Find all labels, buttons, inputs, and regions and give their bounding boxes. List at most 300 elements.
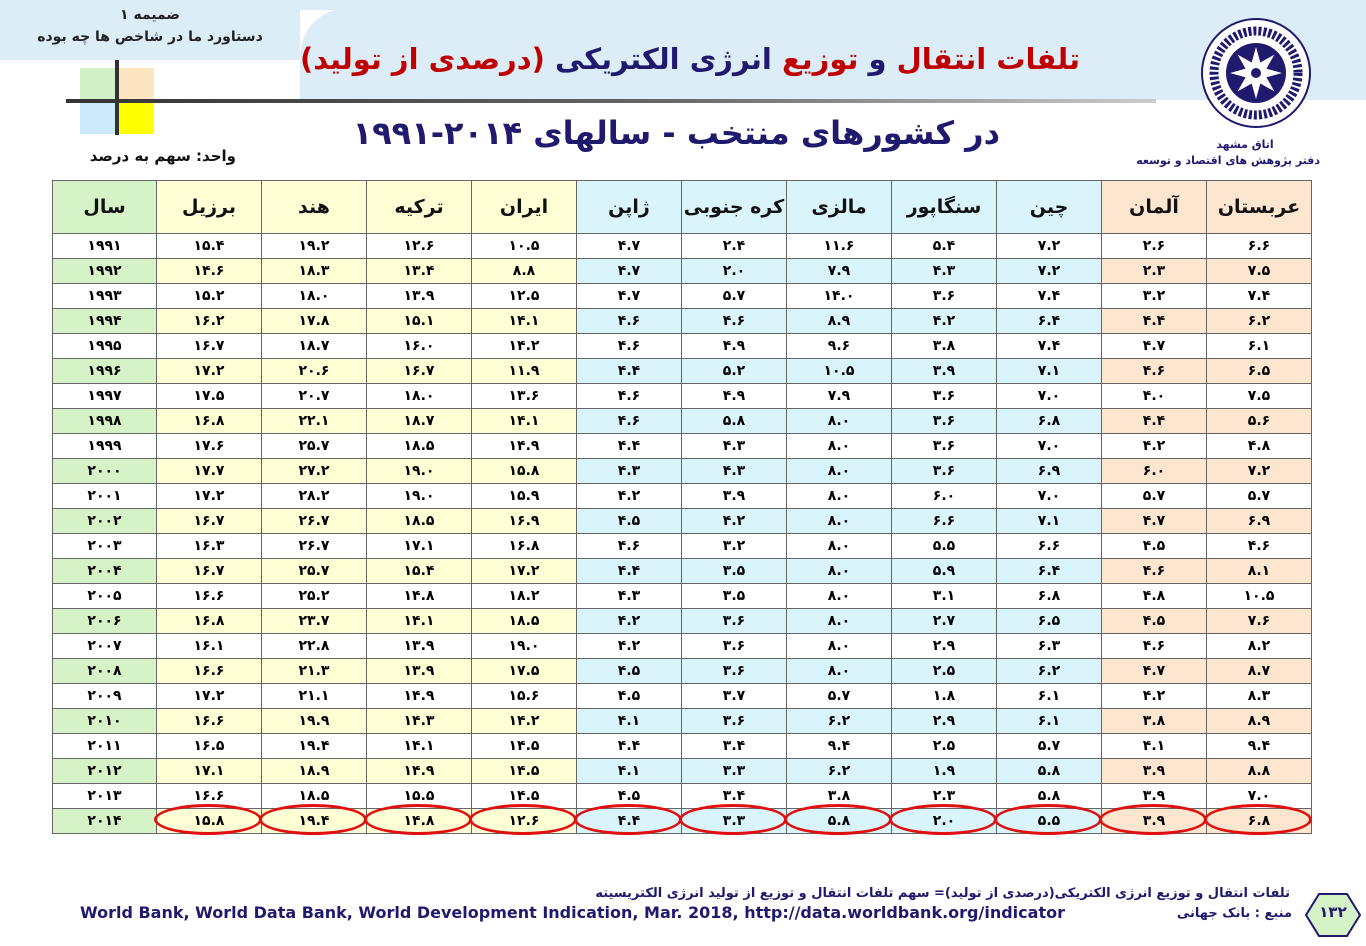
cell-value: ۱۴.۹: [403, 688, 435, 704]
value-cell: [157, 434, 262, 459]
cell-value: ۴.۶: [617, 313, 641, 329]
cell-value: ۱۶.۷: [403, 363, 435, 379]
cell-value: ۲.۹: [932, 638, 956, 654]
value-cell: [367, 809, 472, 834]
cell-value: ۵.۷: [1142, 488, 1166, 504]
value-cell: [472, 684, 577, 709]
cell-value: ۸.۹: [1247, 713, 1271, 729]
value-cell: [682, 434, 787, 459]
value-cell: [157, 284, 262, 309]
value-cell: [682, 509, 787, 534]
cell-value: ۵.۵: [932, 538, 956, 554]
cell-value: ۳.۳: [722, 763, 746, 779]
value-cell: [1207, 584, 1312, 609]
value-cell: [1207, 659, 1312, 684]
value-cell: [787, 384, 892, 409]
value-cell: [787, 659, 892, 684]
cell-value: ۶.۸: [1037, 588, 1061, 604]
cell-value: ۱۵.۸: [508, 463, 540, 479]
year-cell: [52, 309, 157, 334]
cell-value: ۴.۲: [617, 613, 641, 629]
value-cell: [367, 759, 472, 784]
cell-value: ۲۰۱۳: [87, 788, 122, 804]
cell-value: ۵.۶: [1247, 413, 1271, 429]
column-header: برزیل: [157, 180, 262, 234]
cell-value: ۳.۶: [932, 463, 956, 479]
table-row: [52, 284, 1316, 309]
cell-value: ۱۶.۶: [193, 788, 225, 804]
value-cell: [682, 734, 787, 759]
value-cell: [892, 709, 997, 734]
cell-value: ۴.۷: [1142, 338, 1166, 354]
highlight-ring: [1099, 804, 1207, 835]
cell-value: ۸.۰: [827, 488, 851, 504]
cell-value: ۳.۶: [722, 613, 746, 629]
cell-value: ۱۱.۹: [508, 363, 540, 379]
cell-value: ۸.۰: [827, 638, 851, 654]
cell-value: ۱۴.۶: [193, 263, 225, 279]
value-cell: [1207, 359, 1312, 384]
table-row: [52, 659, 1316, 684]
cell-value: ۲۰۱۱: [87, 738, 122, 754]
cell-value: ۴.۴: [617, 563, 641, 579]
value-cell: [472, 484, 577, 509]
table-row: [52, 409, 1316, 434]
value-cell: [892, 309, 997, 334]
cell-value: ۶.۵: [1037, 613, 1061, 629]
value-cell: [1207, 609, 1312, 634]
cell-value: ۲۰.۶: [298, 363, 330, 379]
value-cell: [892, 609, 997, 634]
cell-value: ۳.۸: [932, 338, 956, 354]
value-cell: [1102, 309, 1207, 334]
cell-value: ۳.۹: [1142, 813, 1166, 829]
value-cell: [892, 584, 997, 609]
value-cell: [262, 434, 367, 459]
cell-value: ۳.۱: [932, 588, 956, 604]
cell-value: ۷.۲: [1037, 263, 1061, 279]
cell-value: ۴.۴: [1142, 413, 1166, 429]
cell-value: ۵.۴: [932, 238, 956, 254]
title-divider: [66, 99, 1156, 103]
cell-value: ۴.۴: [617, 738, 641, 754]
value-cell: [472, 384, 577, 409]
cell-value: ۴.۶: [617, 413, 641, 429]
cell-value: ۷.۶: [1247, 613, 1271, 629]
value-cell: [1102, 759, 1207, 784]
cell-value: ۱۸.۵: [298, 788, 330, 804]
cell-value: ۸.۰: [827, 463, 851, 479]
cell-value: ۷.۹: [827, 263, 851, 279]
cell-value: ۷.۲: [1037, 238, 1061, 254]
cell-value: ۷.۰: [1247, 788, 1271, 804]
year-cell: [52, 459, 157, 484]
cell-value: ۳.۶: [722, 638, 746, 654]
cell-value: ۸.۷: [1247, 663, 1271, 679]
value-cell: [367, 684, 472, 709]
value-cell: [577, 634, 682, 659]
cell-value: ۲.۰: [722, 263, 746, 279]
org-department: دفتر پژوهش های اقتصاد و توسعه: [1136, 154, 1320, 167]
cell-value: ۱۶.۲: [193, 313, 225, 329]
value-cell: [1207, 509, 1312, 534]
value-cell: [262, 634, 367, 659]
value-cell: [787, 709, 892, 734]
value-cell: [682, 609, 787, 634]
value-cell: [892, 559, 997, 584]
value-cell: [262, 259, 367, 284]
value-cell: [472, 509, 577, 534]
column-header: سنگاپور: [892, 180, 997, 234]
value-cell: [262, 609, 367, 634]
value-cell: [997, 509, 1102, 534]
cell-value: ۷.۵: [1247, 263, 1271, 279]
value-cell: [262, 409, 367, 434]
cell-value: ۱۶.۶: [193, 663, 225, 679]
column-header: چین: [997, 180, 1102, 234]
cell-value: ۴.۷: [617, 238, 641, 254]
highlight-ring: [994, 804, 1102, 835]
value-cell: [367, 559, 472, 584]
cell-value: ۴.۷: [1142, 513, 1166, 529]
cell-value: ۲۵.۷: [298, 438, 330, 454]
cell-value: ۴.۳: [617, 588, 641, 604]
value-cell: [157, 384, 262, 409]
value-cell: [157, 634, 262, 659]
value-cell: [367, 534, 472, 559]
value-cell: [997, 609, 1102, 634]
cell-value: ۴.۴: [617, 363, 641, 379]
value-cell: [157, 709, 262, 734]
cell-value: ۳.۶: [722, 663, 746, 679]
year-cell: [52, 584, 157, 609]
cell-value: ۸.۱: [1247, 563, 1271, 579]
cell-value: ۱۵.۶: [508, 688, 540, 704]
value-cell: [367, 709, 472, 734]
value-cell: [997, 309, 1102, 334]
value-cell: [787, 334, 892, 359]
cell-value: ۱۹.۴: [298, 813, 330, 829]
cell-value: ۱۴.۱: [403, 613, 435, 629]
cell-value: ۱۷.۱: [403, 538, 435, 554]
value-cell: [157, 234, 262, 259]
cell-value: ۱۹.۰: [508, 638, 540, 654]
cell-value: ۱۷.۲: [193, 488, 225, 504]
value-cell: [997, 659, 1102, 684]
value-cell: [1102, 384, 1207, 409]
value-cell: [577, 534, 682, 559]
cell-value: ۴.۶: [1142, 563, 1166, 579]
value-cell: [472, 559, 577, 584]
value-cell: [262, 334, 367, 359]
cell-value: ۵.۷: [722, 288, 746, 304]
value-cell: [892, 434, 997, 459]
cell-value: ۳.۳: [722, 813, 746, 829]
value-cell: [472, 734, 577, 759]
column-header: سال: [52, 180, 157, 234]
cell-value: ۵.۸: [722, 413, 746, 429]
cell-value: ۲.۴: [722, 238, 746, 254]
cell-value: ۱۴.۰: [823, 288, 855, 304]
value-cell: [997, 284, 1102, 309]
value-cell: [262, 559, 367, 584]
value-cell: [997, 234, 1102, 259]
year-cell: [52, 259, 157, 284]
cell-value: ۱۷.۶: [193, 438, 225, 454]
cell-value: ۱۴.۵: [508, 738, 540, 754]
table-row: [52, 684, 1316, 709]
value-cell: [577, 459, 682, 484]
cell-value: ۱۴.۹: [403, 763, 435, 779]
cell-value: ۲۶.۷: [298, 538, 330, 554]
cell-value: ۶.۶: [1247, 238, 1271, 254]
year-cell: [52, 734, 157, 759]
cell-value: ۱۰.۵: [823, 363, 855, 379]
cell-value: ۱۹۹۹: [87, 438, 122, 454]
value-cell: [157, 809, 262, 834]
value-cell: [682, 359, 787, 384]
value-cell: [1102, 609, 1207, 634]
cell-value: ۳.۶: [932, 438, 956, 454]
value-cell: [892, 359, 997, 384]
value-cell: [367, 359, 472, 384]
value-cell: [577, 559, 682, 584]
value-cell: [472, 609, 577, 634]
value-cell: [787, 684, 892, 709]
value-cell: [892, 659, 997, 684]
value-cell: [997, 434, 1102, 459]
year-cell: [52, 284, 157, 309]
value-cell: [1207, 709, 1312, 734]
cell-value: ۱۴.۹: [508, 438, 540, 454]
value-cell: [157, 609, 262, 634]
page-title: تلفات انتقال و توزیع انرژی الکتریکی (درصدی از تولید): [300, 42, 1080, 76]
cell-value: ۲۰۰۰: [87, 463, 122, 479]
highlight-ring: [469, 804, 577, 835]
cell-value: ۱۹۹۸: [87, 413, 122, 429]
value-cell: [367, 259, 472, 284]
cell-value: ۳.۹: [722, 488, 746, 504]
value-cell: [892, 234, 997, 259]
value-cell: [157, 759, 262, 784]
value-cell: [577, 359, 682, 384]
table-row: [52, 484, 1316, 509]
cell-value: ۲.۶: [1142, 238, 1166, 254]
cell-value: ۱۷.۵: [508, 663, 540, 679]
cell-value: ۱۴.۵: [508, 763, 540, 779]
value-cell: [997, 734, 1102, 759]
cell-value: ۲۰۰۸: [87, 663, 122, 679]
value-cell: [997, 709, 1102, 734]
table-row: [52, 809, 1316, 834]
value-cell: [1102, 584, 1207, 609]
cell-value: ۲۵.۷: [298, 563, 330, 579]
value-cell: [892, 284, 997, 309]
value-cell: [1207, 384, 1312, 409]
table-row: [52, 434, 1316, 459]
cell-value: ۱۱.۶: [823, 238, 855, 254]
value-cell: [577, 609, 682, 634]
value-cell: [997, 584, 1102, 609]
cell-value: ۱۸.۳: [298, 263, 330, 279]
value-cell: [1207, 309, 1312, 334]
value-cell: [787, 259, 892, 284]
value-cell: [1102, 434, 1207, 459]
cell-value: ۴.۲: [1142, 688, 1166, 704]
cell-value: ۷.۴: [1037, 338, 1061, 354]
cell-value: ۳.۹: [1142, 788, 1166, 804]
cell-value: ۳.۸: [1142, 713, 1166, 729]
chamber-logo-icon: [1190, 15, 1322, 131]
cell-value: ۲.۰: [932, 813, 956, 829]
year-cell: [52, 659, 157, 684]
cell-value: ۱۵.۹: [508, 488, 540, 504]
value-cell: [262, 584, 367, 609]
cell-value: ۲۰۱۲: [87, 763, 122, 779]
year-cell: [52, 234, 157, 259]
cell-value: ۶.۱: [1247, 338, 1271, 354]
value-cell: [577, 284, 682, 309]
cell-value: ۱۶.۷: [193, 563, 225, 579]
highlight-ring: [154, 804, 262, 835]
cell-value: ۶.۰: [932, 488, 956, 504]
cell-value: ۱۷.۸: [298, 313, 330, 329]
cell-value: ۱۵.۴: [403, 563, 435, 579]
cell-value: ۴.۰: [1142, 388, 1166, 404]
value-cell: [892, 259, 997, 284]
value-cell: [367, 484, 472, 509]
cell-value: ۱۴.۱: [403, 738, 435, 754]
value-cell: [262, 309, 367, 334]
cell-value: ۱۶.۹: [508, 513, 540, 529]
table-row: [52, 534, 1316, 559]
cell-value: ۱۶.۳: [193, 538, 225, 554]
cell-value: ۲۶.۷: [298, 513, 330, 529]
table-row: [52, 709, 1316, 734]
cell-value: ۴.۷: [617, 288, 641, 304]
value-cell: [787, 509, 892, 534]
cell-value: ۱۶.۱: [193, 638, 225, 654]
cell-value: ۸.۰: [827, 413, 851, 429]
cell-value: ۲۰۰۶: [87, 613, 122, 629]
year-cell: [52, 634, 157, 659]
year-cell: [52, 384, 157, 409]
value-cell: [682, 384, 787, 409]
table-header-row: [52, 180, 1316, 234]
cell-value: ۸.۰: [827, 563, 851, 579]
cell-value: ۴.۶: [722, 313, 746, 329]
value-cell: [157, 409, 262, 434]
value-cell: [1207, 259, 1312, 284]
value-cell: [787, 809, 892, 834]
value-cell: [472, 334, 577, 359]
cell-value: ۶.۲: [827, 763, 851, 779]
cell-value: ۱۴.۳: [403, 713, 435, 729]
value-cell: [892, 459, 997, 484]
value-cell: [1102, 709, 1207, 734]
cell-value: ۲.۷: [932, 613, 956, 629]
value-cell: [472, 659, 577, 684]
cell-value: ۲۱.۳: [298, 663, 330, 679]
value-cell: [157, 734, 262, 759]
cell-value: ۳.۸: [827, 788, 851, 804]
year-cell: [52, 534, 157, 559]
table-row: [52, 309, 1316, 334]
value-cell: [472, 409, 577, 434]
cell-value: ۲۰۱۰: [87, 713, 122, 729]
value-cell: [1102, 409, 1207, 434]
year-cell: [52, 559, 157, 584]
cell-value: ۱۹.۹: [298, 713, 330, 729]
value-cell: [892, 759, 997, 784]
value-cell: [1207, 759, 1312, 784]
value-cell: [262, 509, 367, 534]
cell-value: ۵.۸: [827, 813, 851, 829]
cell-value: ۷.۴: [1247, 288, 1271, 304]
value-cell: [262, 709, 367, 734]
cell-value: ۴.۵: [617, 663, 641, 679]
cell-value: ۱۴.۵: [508, 788, 540, 804]
cell-value: ۵.۷: [827, 688, 851, 704]
cell-value: ۷.۹: [827, 388, 851, 404]
cell-value: ۱۴.۸: [403, 588, 435, 604]
cell-value: ۱۷.۷: [193, 463, 225, 479]
value-cell: [157, 309, 262, 334]
value-cell: [997, 484, 1102, 509]
page-subtitle: در کشورهای منتخب - سالهای ۲۰۱۴-۱۹۹۱: [352, 114, 1000, 152]
value-cell: [682, 534, 787, 559]
cell-value: ۴.۱: [617, 713, 641, 729]
value-cell: [787, 584, 892, 609]
highlight-ring: [364, 804, 472, 835]
cell-value: ۴.۶: [617, 388, 641, 404]
annex-number: ضمیمه ۱: [120, 7, 180, 23]
value-cell: [157, 259, 262, 284]
cell-value: ۶.۸: [1037, 413, 1061, 429]
cell-value: ۶.۶: [932, 513, 956, 529]
value-cell: [997, 359, 1102, 384]
cell-value: ۱۸.۲: [508, 588, 540, 604]
cell-value: ۱۶.۰: [403, 338, 435, 354]
cell-value: ۶.۶: [1037, 538, 1061, 554]
table-row: [52, 334, 1316, 359]
cell-value: ۱۸.۷: [298, 338, 330, 354]
value-cell: [682, 334, 787, 359]
decor-square-yellow: [118, 102, 154, 134]
value-cell: [157, 484, 262, 509]
value-cell: [1102, 559, 1207, 584]
value-cell: [157, 659, 262, 684]
cell-value: ۱۶.۷: [193, 513, 225, 529]
cell-value: ۱۳.۹: [403, 663, 435, 679]
decor-vertical-line: [115, 60, 119, 135]
cell-value: ۶.۴: [1037, 563, 1061, 579]
cell-value: ۱۲.۶: [508, 813, 540, 829]
org-name: اتاق مشهد: [1216, 138, 1274, 151]
cell-value: ۴.۷: [1142, 663, 1166, 679]
cell-value: ۴.۳: [932, 263, 956, 279]
value-cell: [892, 684, 997, 709]
value-cell: [262, 809, 367, 834]
table-row: [52, 609, 1316, 634]
cell-value: ۶.۴: [1037, 313, 1061, 329]
cell-value: ۷.۱: [1037, 363, 1061, 379]
value-cell: [262, 484, 367, 509]
value-cell: [157, 509, 262, 534]
decor-square-blue: [80, 102, 116, 134]
cell-value: ۱۶.۵: [193, 738, 225, 754]
table-row: [52, 634, 1316, 659]
